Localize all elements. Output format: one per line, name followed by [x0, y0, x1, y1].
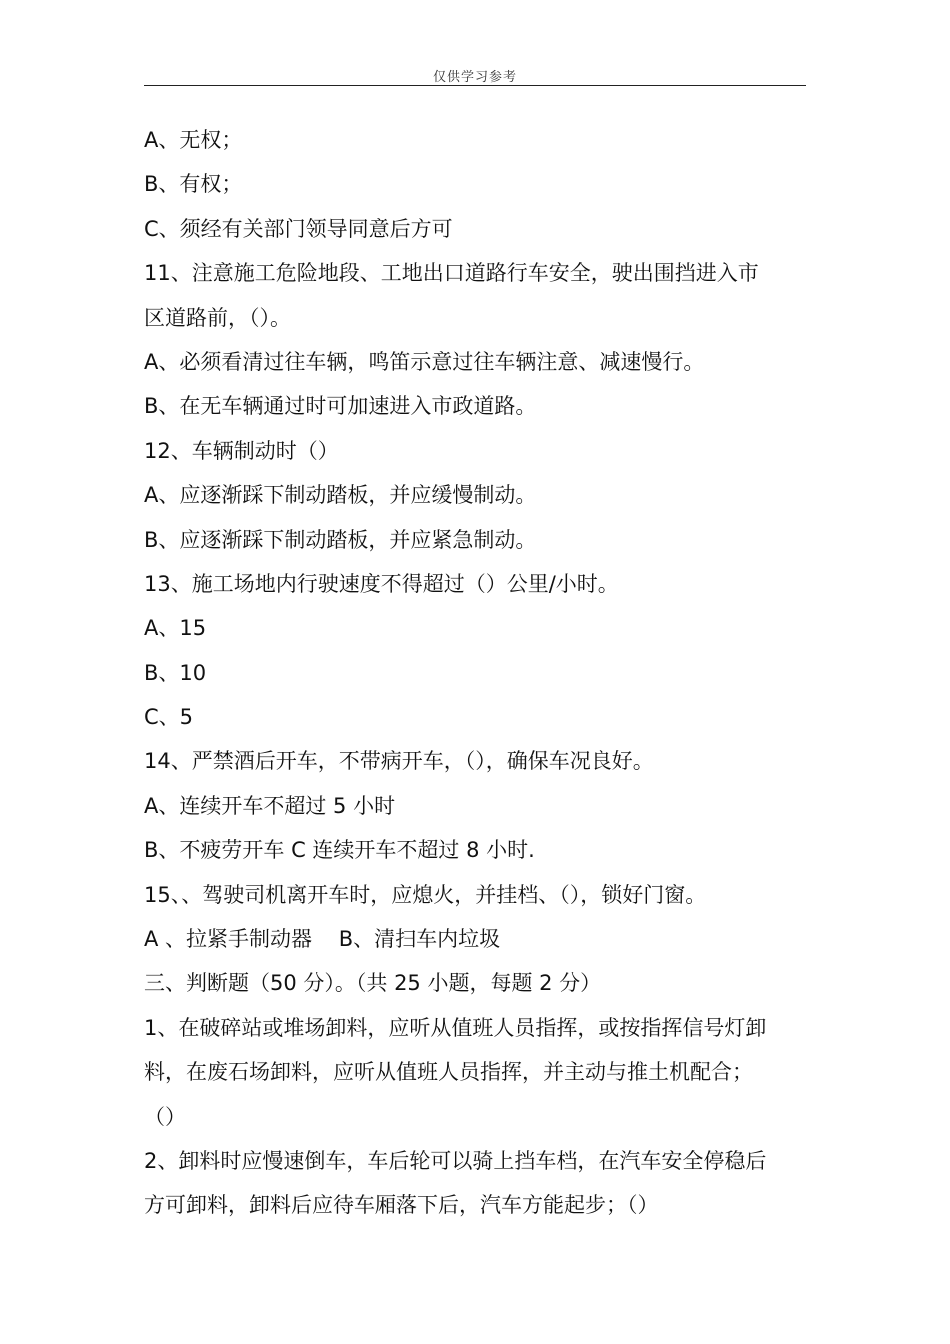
text-line: B、10 [144, 660, 207, 685]
text-line: B、在无车辆通过时可加速进入市政道路。 [144, 394, 537, 419]
text-line: C、须经有关部门领导同意后方可 [144, 216, 453, 241]
text-line: A、15 [144, 616, 207, 641]
text-line: B、不疲劳开车 C 连续开车不超过 8 小时. [144, 838, 535, 863]
text-line: A、无权； [144, 128, 243, 152]
text-line: （） [144, 1104, 186, 1129]
text-line: 12、车辆制动时（） [144, 438, 339, 463]
text-line: C、5 [144, 705, 194, 730]
document-body [144, 118, 810, 1228]
text-line: B、有权； [144, 172, 243, 197]
text-line: 13、施工场地内行驶速度不得超过（）公里/小时。 [144, 571, 619, 596]
text-line: 1、在破碎站或堆场卸料，应听从值班人员指挥，或按指挥信号灯卸 [144, 1015, 767, 1040]
text-line: A、应逐渐踩下制动踏板，并应缓慢制动。 [144, 483, 537, 508]
text-line: 区道路前，（）。 [144, 305, 291, 330]
page-header: 仅供学习参考 [432, 70, 517, 85]
text-line: 方可卸料，卸料后应待车厢落下后，汽车方能起步；（） [144, 1193, 659, 1218]
text-line: 11、注意施工危险地段、工地出口道路行车安全，驶出围挡进入市 [144, 261, 759, 286]
header-divider [144, 85, 806, 86]
text-line: 料，在废石场卸料，应听从值班人员指挥，并主动与推土机配合； [144, 1060, 753, 1085]
text-line: B、应逐渐踩下制动踏板，并应紧急制动。 [144, 527, 537, 552]
text-line: A、必须看清过往车辆，鸣笛示意过往车辆注意、减速慢行。 [144, 349, 705, 374]
text-line: 2、卸料时应慢速倒车，车后轮可以骑上挡车档，在汽车安全停稳后 [144, 1148, 767, 1173]
text-line: 14、严禁酒后开车，不带病开车，（），确保车况良好。 [144, 749, 654, 774]
text-line: A 、拉紧手制动器 B、清扫车内垃圾 [144, 927, 501, 952]
text-line: 15、、驾驶司机离开车时，应熄火，并挂档、（），锁好门窗。 [144, 882, 707, 907]
section-heading: 三、判断题（50 分）。（共 25 小题，每题 2 分） [144, 971, 602, 996]
text-line: A、连续开车不超过 5 小时 [144, 793, 396, 818]
